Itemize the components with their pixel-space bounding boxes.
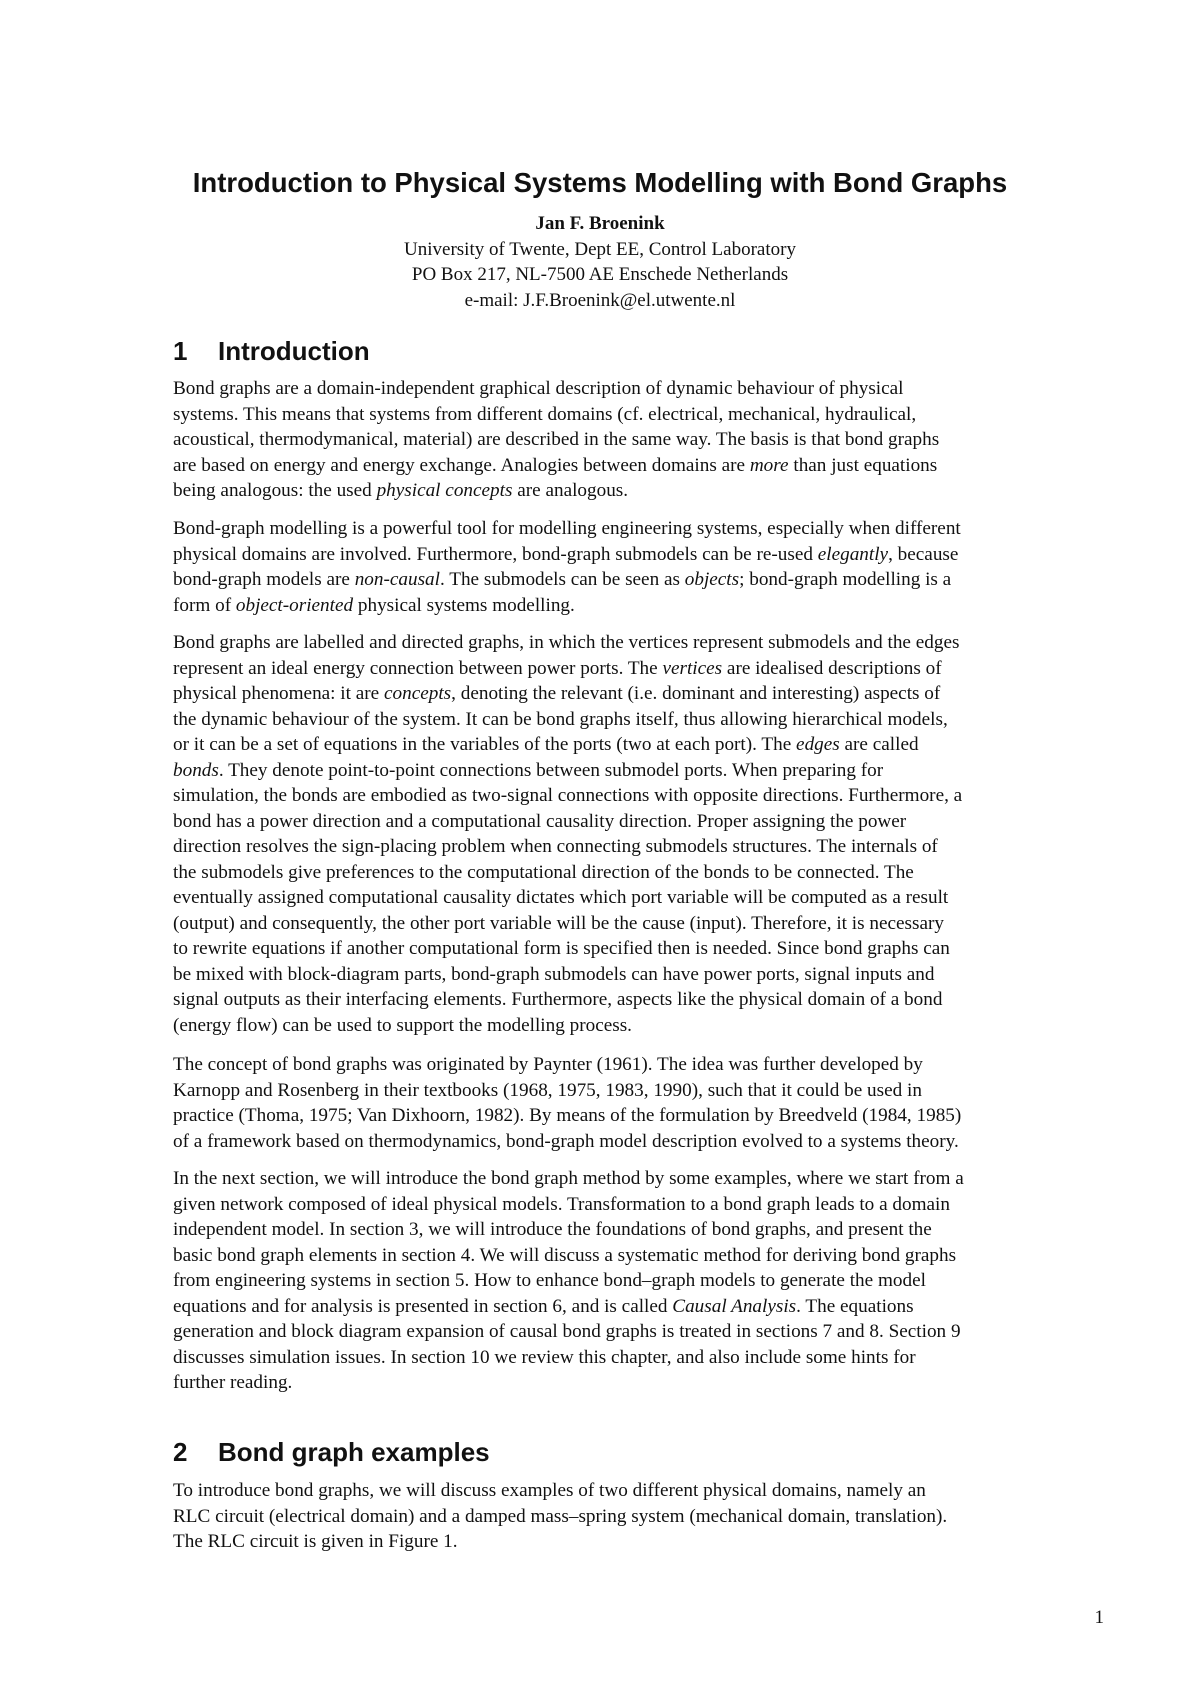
- text-line: generation and block diagram expansion of causal bond graphs is treated in sections 7 and 8. Section 9: [173, 1321, 961, 1342]
- text-line: The RLC circuit is given in Figure 1.: [173, 1531, 458, 1552]
- text-line: bond-graph models are non-causal. The submodels can be seen as objects; bond-graph modelling is a: [173, 569, 952, 590]
- text-line: To introduce bond graphs, we will discuss examples of two different physical domains, namely an: [173, 1480, 926, 1501]
- section-heading-bond-graph-examples: [173, 1436, 490, 1468]
- text-line: discusses simulation issues. In section 10 we review this chapter, and also include some hints for: [173, 1346, 916, 1368]
- text-line: independent model. In section 3, we will introduce the foundations of bond graphs, and present the: [173, 1219, 932, 1240]
- text-line: RLC circuit (electrical domain) and a damped mass–spring system (mechanical domain, translation).: [173, 1505, 948, 1527]
- text-line: the dynamic behaviour of the system. It can be bond graphs itself, thus allowing hierarchical models,: [173, 708, 948, 730]
- text-line: practice (Thoma, 1975; Van Dixhoorn, 1982). By means of the formulation by Breedveld (1984, 1985): [173, 1105, 962, 1126]
- emphasis: Causal Analysis: [672, 1295, 797, 1317]
- text-line: from engineering systems in section 5. How to enhance bond–graph models to generate the model: [173, 1270, 926, 1291]
- emphasis: edges: [796, 734, 840, 755]
- text-line: physical domains are involved. Furthermore, bond-graph submodels can be re-used elegantly, because: [173, 543, 959, 565]
- text-line: Bond graphs are a domain-independent graphical description of dynamic behaviour of physical: [173, 378, 904, 399]
- text-line: signal outputs as their interfacing elements. Furthermore, aspects like the physical domain of a bond: [173, 989, 943, 1010]
- text-line: given network composed of ideal physical models. Transformation to a bond graph leads to a domain: [173, 1193, 950, 1215]
- text-line: are based on energy and energy exchange. Analogies between domains are more than just equations: [173, 454, 938, 476]
- section-number: 1: [173, 336, 188, 366]
- section-heading-introduction: [173, 335, 370, 367]
- text-line: equations and for analysis is presented in section 6, and is called Causal Analysis. The equations: [173, 1295, 914, 1317]
- text-line: Bond graphs are labelled and directed graphs, in which the vertices represent submodels and the edges: [173, 632, 960, 653]
- text-line: be mixed with block-diagram parts, bond-graph submodels can have power ports, signal inputs and: [173, 963, 935, 985]
- text-line: (energy flow) can be used to support the modelling process.: [173, 1014, 632, 1036]
- emphasis: elegantly: [817, 543, 889, 565]
- text-line: systems. This means that systems from different domains (cf. electrical, mechanical, hydraulical,: [173, 403, 917, 425]
- emphasis: vertices: [662, 657, 723, 679]
- paragraph-1: [173, 376, 1098, 504]
- author-address: PO Box 217, NL-7500 AE Enschede Netherlands: [411, 264, 789, 285]
- section-title: Bond graph examples: [218, 1437, 490, 1467]
- text-line: The concept of bond graphs was originated by Paynter (1961). The idea was further developed by: [173, 1054, 923, 1075]
- author-affiliation: University of Twente, Dept EE, Control Laboratory: [404, 238, 796, 260]
- paragraph-4: [173, 1052, 1098, 1154]
- text-line: represent an ideal energy connection between power ports. The vertices are idealised descriptions of: [173, 657, 942, 679]
- text-line: bonds. They denote point-to-point connections between submodel ports. When preparing for: [173, 759, 884, 781]
- text-line: form of object-oriented physical systems modelling.: [173, 594, 575, 616]
- paragraph-5: [173, 1166, 1098, 1396]
- section-title: Introduction: [218, 336, 370, 366]
- paragraph-6: [173, 1478, 1098, 1555]
- emphasis: objects: [684, 569, 740, 590]
- paragraph-3: [173, 630, 1098, 1038]
- paper-title: Introduction to Physical Systems Modelling with Bond Graphs: [192, 167, 1008, 198]
- text-line: In the next section, we will introduce the bond graph method by some examples, where we start from a: [173, 1168, 964, 1189]
- text-line: the submodels give preferences to the computational direction of the bonds to be connected. The: [173, 861, 914, 883]
- text-line: further reading.: [173, 1372, 293, 1393]
- author-block: [0, 211, 1200, 313]
- emphasis: non-causal: [354, 569, 440, 590]
- section-number: 2: [173, 1437, 188, 1467]
- text-line: bond has a power direction and a computational causality direction. Proper assigning the power: [173, 810, 907, 832]
- emphasis: object-oriented: [235, 594, 354, 616]
- emphasis: more: [749, 454, 789, 476]
- author-name: Jan F. Broenink: [535, 213, 665, 234]
- text-line: of a framework based on thermodynamics, bond-graph model description evolved to a systems theory.: [173, 1130, 959, 1152]
- paragraph-2: [173, 516, 1098, 618]
- emphasis: physical concepts: [376, 480, 513, 501]
- text-line: direction resolves the sign-placing problem when connecting submodels structures. The internals of: [173, 836, 938, 857]
- text-line: Karnopp and Rosenberg in their textbooks (1968, 1975, 1983, 1990), such that it could be used in: [173, 1079, 922, 1101]
- text-line: to rewrite equations if another computational form is specified then is needed. Since bond graphs can: [173, 938, 950, 959]
- author-email: e-mail: J.F.Broenink@el.utwente.nl: [464, 289, 736, 311]
- text-line: Bond-graph modelling is a powerful tool for modelling engineering systems, especially when different: [173, 518, 961, 539]
- emphasis: concepts: [384, 683, 452, 704]
- text-line: being analogous: the used physical concepts are analogous.: [173, 480, 629, 501]
- emphasis: bonds: [173, 759, 219, 781]
- text-line: (output) and consequently, the other port variable will be the cause (input). Therefore, it is necessary: [173, 912, 944, 934]
- text-line: acoustical, thermodymanical, material) are described in the same way. The basis is that bond graphs: [173, 429, 940, 450]
- text-line: physical phenomena: it are concepts, denoting the relevant (i.e. dominant and interesting) aspects of: [173, 683, 941, 704]
- text-line: simulation, the bonds are embodied as two-signal connections with opposite directions. Furthermore, a: [173, 785, 963, 806]
- text-line: eventually assigned computational causality dictates which port variable will be computed as a result: [173, 887, 949, 908]
- page-number: 1: [1094, 1607, 1104, 1628]
- text-line: basic bond graph elements in section 4. We will discuss a systematic method for deriving bond graphs: [173, 1244, 957, 1266]
- text-line: or it can be a set of equations in the variables of the ports (two at each port). The edges are called: [173, 734, 919, 755]
